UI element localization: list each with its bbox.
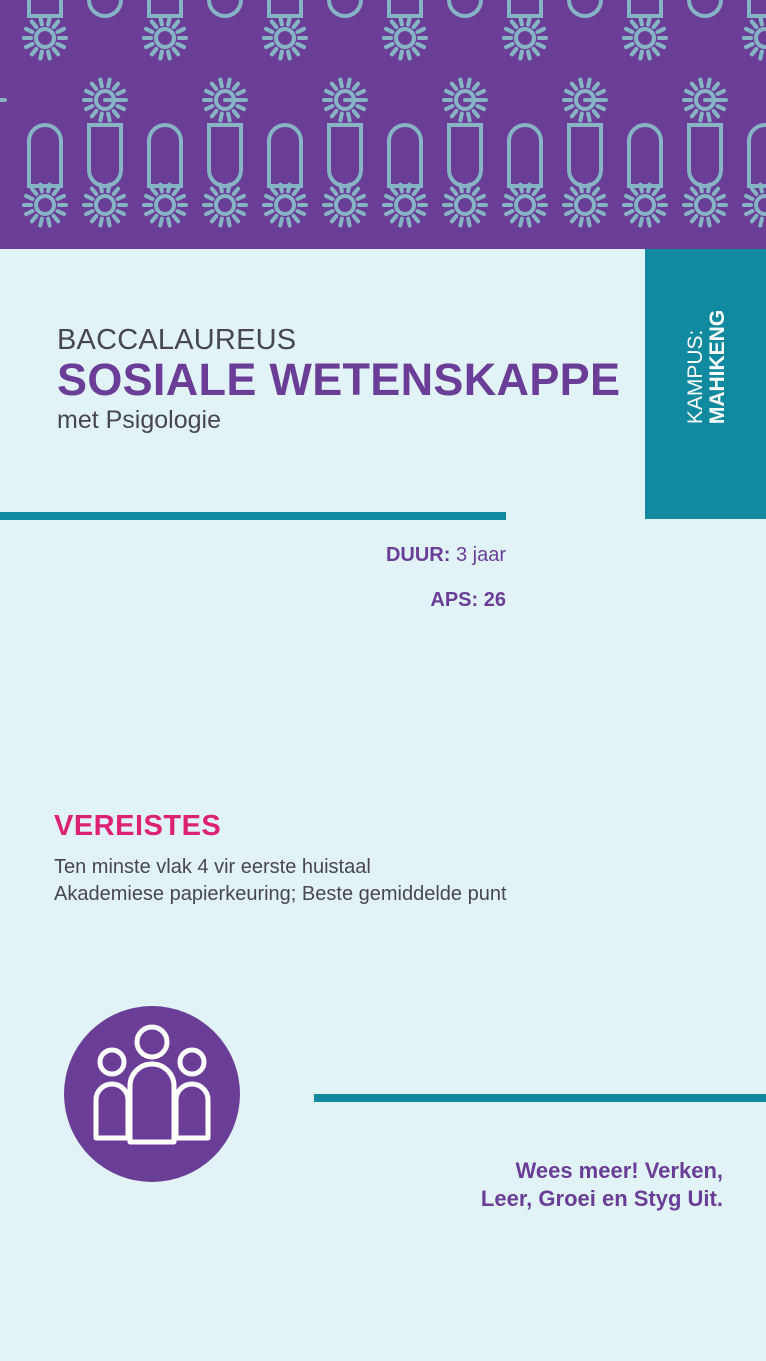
requirement-item: Akademiese papierkeuring; Beste gemiddelde punt bbox=[54, 883, 507, 905]
requirements-list bbox=[54, 854, 507, 908]
degree-level: BACCALAUREUS bbox=[57, 324, 297, 356]
people-group-icon-graphic bbox=[64, 1006, 240, 1182]
divider-top bbox=[0, 512, 506, 520]
requirements-section bbox=[54, 808, 507, 908]
sun-shield-pattern bbox=[0, 0, 766, 249]
campus-label: KAMPUS: bbox=[684, 329, 707, 425]
requirements-title: VEREISTES bbox=[54, 810, 222, 842]
fact-duration bbox=[386, 542, 506, 587]
fact-duration-value: 3 jaar bbox=[455, 544, 506, 566]
campus-name: MAHIKENG bbox=[706, 309, 729, 425]
slogan-line-2: Leer, Groei en Styg Uit. bbox=[480, 1186, 723, 1211]
people-group-icon bbox=[64, 1006, 240, 1182]
degree-title: SOSIALE WETENSKAPPE bbox=[57, 354, 621, 405]
header-pattern-banner bbox=[0, 0, 766, 249]
slogan-line-1: Wees meer! Verken, bbox=[515, 1158, 723, 1183]
divider-bottom bbox=[314, 1094, 766, 1102]
requirement-item: Ten minste vlak 4 vir eerste huistaal bbox=[54, 856, 371, 878]
fact-aps-label: APS: bbox=[430, 589, 479, 611]
facts-list bbox=[386, 542, 506, 632]
slogan bbox=[481, 1157, 723, 1213]
degree-heading bbox=[57, 322, 620, 435]
degree-specialisation: met Psigologie bbox=[57, 406, 221, 434]
campus-tab bbox=[645, 249, 766, 519]
fact-aps-value: 26 bbox=[483, 589, 506, 611]
fact-aps bbox=[386, 587, 506, 632]
fact-duration-label: DUUR: bbox=[385, 544, 451, 566]
campus-text bbox=[685, 310, 729, 424]
